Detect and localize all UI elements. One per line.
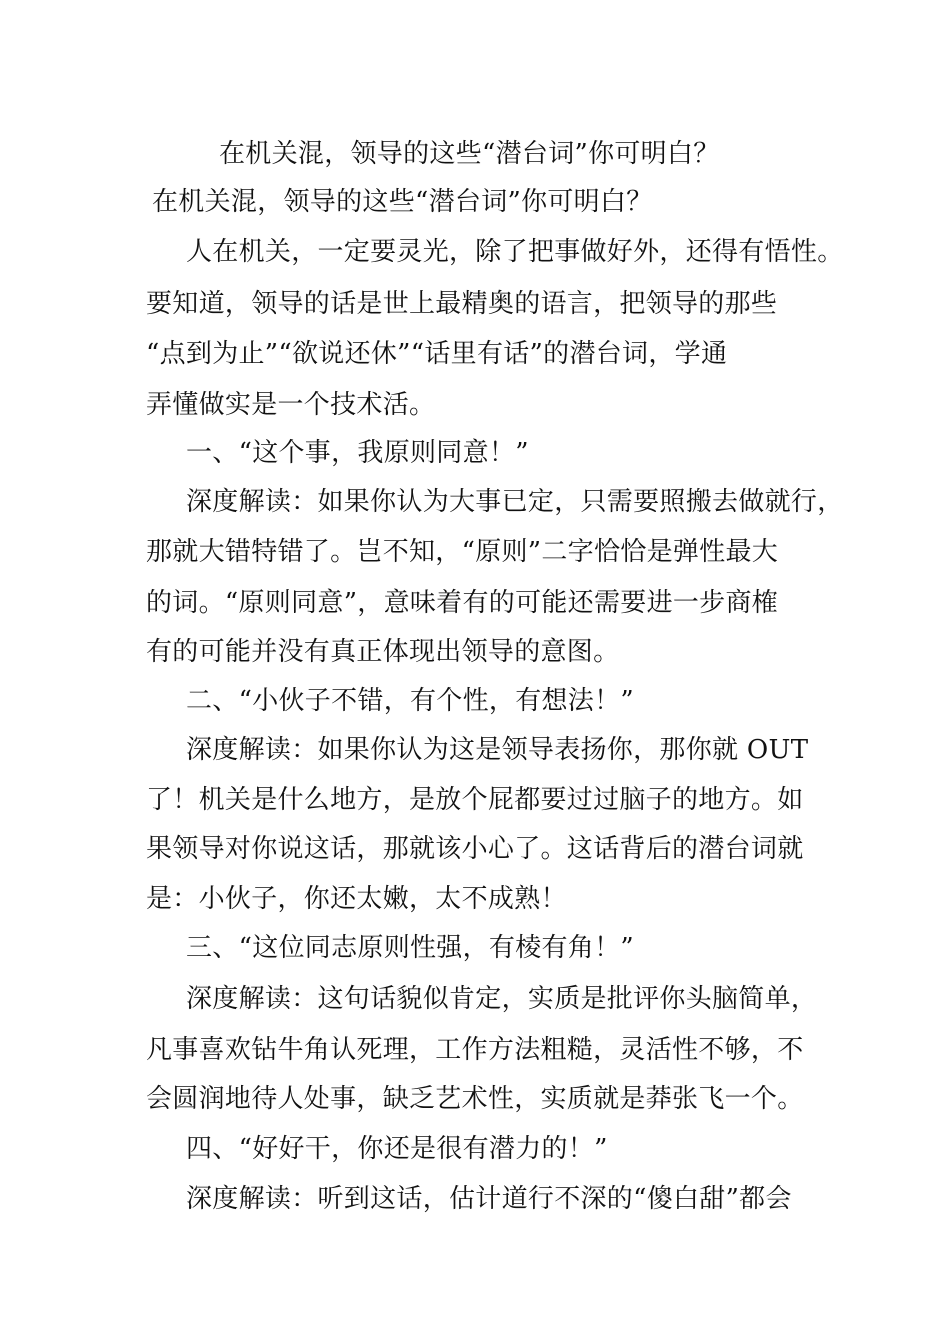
paragraph-line: 那就大错特错了。岂不知，“原则”二字恰恰是弹性最大	[146, 537, 779, 567]
section-heading: 四、“好好干，你还是很有潜力的！”	[186, 1134, 608, 1164]
paragraph-line: 果领导对你说这话，那就该小心了。这话背后的潜台词就	[146, 834, 804, 864]
paragraph-line: 深度解读：听到这话，估计道行不深的“傻白甜”都会	[186, 1184, 792, 1214]
paragraph-line: 深度解读：这句话貌似肯定，实质是批评你头脑简单，	[186, 984, 818, 1014]
section-heading: 三、“这位同志原则性强，有棱有角！”	[186, 933, 634, 963]
paragraph-line: 弄懂做实是一个技术活。	[146, 390, 436, 420]
section-heading: 二、“小伙子不错，有个性，有想法！”	[186, 686, 634, 716]
section-heading: 一、“这个事，我原则同意！”	[186, 438, 529, 468]
document-title: 在机关混，领导的这些“潜台词”你可明白？	[219, 139, 720, 169]
paragraph-line: 了！机关是什么地方，是放个屁都要过过脑子的地方。如	[146, 785, 804, 815]
paragraph-line: “点到为止”“欲说还休”“话里有话”的潜台词，学通	[146, 339, 728, 369]
paragraph-line: 凡事喜欢钻牛角认死理，工作方法粗糙，灵活性不够，不	[146, 1035, 804, 1065]
paragraph-line: 深度解读：如果你认为大事已定，只需要照搬去做就行，	[186, 487, 844, 517]
paragraph-line: 人在机关，一定要灵光，除了把事做好外，还得有悟性。	[186, 237, 844, 267]
document-subtitle: 在机关混，领导的这些“潜台词”你可明白？	[152, 187, 653, 217]
paragraph-line: 的词。“原则同意”，意味着有的可能还需要进一步商榷	[146, 588, 779, 618]
paragraph-line: 会圆润地待人处事，缺乏艺术性，实质就是莽张飞一个。	[146, 1084, 804, 1114]
paragraph-line: 要知道，领导的话是世上最精奥的语言，把领导的那些	[146, 289, 778, 319]
paragraph-line: 是：小伙子，你还太嫩，太不成熟！	[146, 884, 567, 914]
paragraph-line: 深度解读：如果你认为这是领导表扬你，那你就 OUT	[186, 735, 809, 765]
paragraph-line: 有的可能并没有真正体现出领导的意图。	[146, 637, 620, 667]
